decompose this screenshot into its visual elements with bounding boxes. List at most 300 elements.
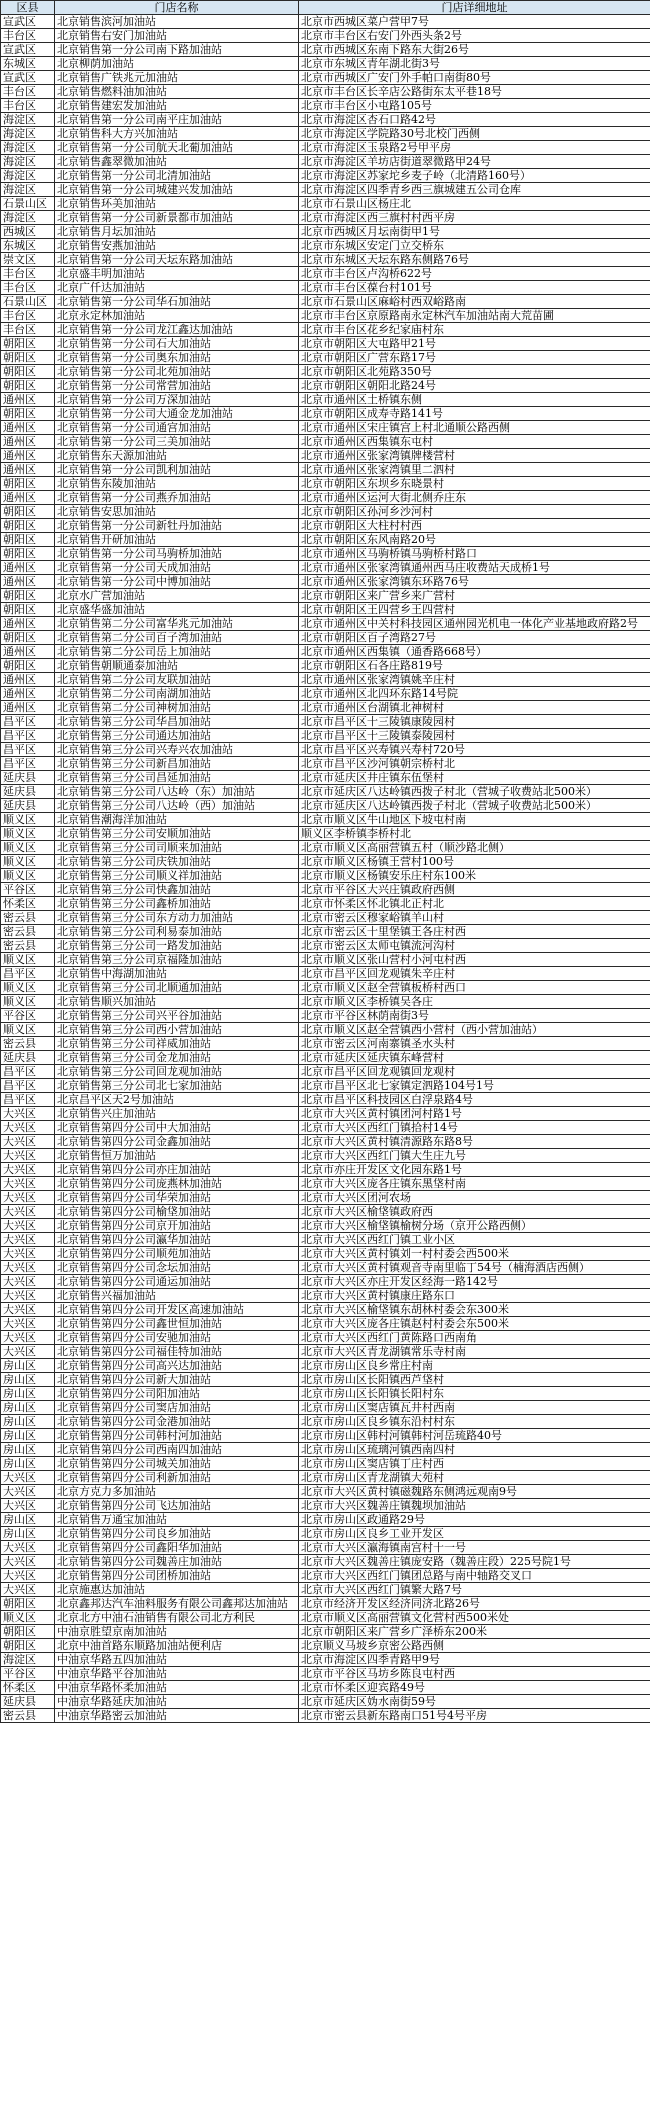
table-row (1, 267, 650, 281)
district-cell: 大兴区 (1, 1345, 55, 1359)
name-cell: 中油京华路平谷加油站 (55, 1667, 299, 1681)
table-row (1, 197, 650, 211)
address-cell: 北京市通州区西集镇东屯村 (299, 435, 650, 449)
table-row (1, 841, 650, 855)
table-row (1, 85, 650, 99)
district-cell: 朝阳区 (1, 337, 55, 351)
name-cell: 北京柳荫加油站 (55, 57, 299, 71)
address-cell: 北京市亦庄开发区文化园东路1号 (299, 1163, 650, 1177)
district-cell: 朝阳区 (1, 1625, 55, 1639)
table-row (1, 1415, 650, 1429)
table-row (1, 43, 650, 57)
address-cell: 北京市海淀区西三旗村村西平房 (299, 211, 650, 225)
address-cell: 北京市通州区张家湾镇牌楼营村 (299, 449, 650, 463)
address-cell: 北京市通州区台湖镇北神树村 (299, 701, 650, 715)
address-cell: 北京市顺义区杨镇王营村100号 (299, 855, 650, 869)
address-cell: 北京市通州区张家湾镇通州西马庄收费站天成桥1号 (299, 561, 650, 575)
table-row (1, 547, 650, 561)
district-cell: 平谷区 (1, 1667, 55, 1681)
name-cell: 北京销售第三分公司庆铁加油站 (55, 855, 299, 869)
address-cell: 北京市丰台区长辛店公路街东太平巷18号 (299, 85, 650, 99)
name-cell: 北京销售第二分公司友联加油站 (55, 673, 299, 687)
address-cell: 北京市大兴区榆垡镇东胡林村委会东300米 (299, 1303, 650, 1317)
address-cell: 北京市朝阳区来广营乡来广营村 (299, 589, 650, 603)
district-cell: 顺义区 (1, 841, 55, 855)
district-cell: 东城区 (1, 57, 55, 71)
table-row (1, 771, 650, 785)
name-cell: 北京销售东天源加油站 (55, 449, 299, 463)
address-cell: 北京市昌平区兴寿镇兴寿村720号 (299, 743, 650, 757)
table-row (1, 603, 650, 617)
district-cell: 朝阳区 (1, 631, 55, 645)
district-cell: 大兴区 (1, 1149, 55, 1163)
district-cell: 通州区 (1, 673, 55, 687)
district-cell: 大兴区 (1, 1289, 55, 1303)
table-row (1, 953, 650, 967)
address-cell: 北京市朝阳区东风南路20号 (299, 533, 650, 547)
address-cell: 北京市朝阳区大屯路甲21号 (299, 337, 650, 351)
name-cell: 北京销售第三分公司八达岭（西）加油站 (55, 799, 299, 813)
address-cell: 北京市西城区菜户营甲7号 (299, 15, 650, 29)
table-row (1, 281, 650, 295)
district-cell: 房山区 (1, 1415, 55, 1429)
district-cell: 海淀区 (1, 113, 55, 127)
address-cell: 北京市昌平区科技园区白浮泉路4号 (299, 1093, 650, 1107)
district-cell: 丰台区 (1, 267, 55, 281)
name-cell: 北京销售第四分公司庞燕林加油站 (55, 1177, 299, 1191)
district-cell: 房山区 (1, 1387, 55, 1401)
table-row (1, 533, 650, 547)
district-cell: 房山区 (1, 1401, 55, 1415)
table-row (1, 967, 650, 981)
table-row (1, 1247, 650, 1261)
name-cell: 北京销售东陵加油站 (55, 477, 299, 491)
district-cell: 大兴区 (1, 1177, 55, 1191)
district-cell: 房山区 (1, 1429, 55, 1443)
name-cell: 北京销售潮海洋加油站 (55, 813, 299, 827)
table-row (1, 1051, 650, 1065)
district-cell: 昌平区 (1, 729, 55, 743)
name-cell: 中油京华路密云加油站 (55, 1709, 299, 1723)
header-district: 区县 (1, 1, 55, 15)
table-row (1, 477, 650, 491)
name-cell: 北京销售第三分公司北七家加油站 (55, 1079, 299, 1093)
district-cell: 大兴区 (1, 1583, 55, 1597)
name-cell: 北京销售第三分公司京福隆加油站 (55, 953, 299, 967)
district-cell: 房山区 (1, 1359, 55, 1373)
district-cell: 宣武区 (1, 43, 55, 57)
district-cell: 大兴区 (1, 1191, 55, 1205)
address-cell: 北京市丰台区小屯路105号 (299, 99, 650, 113)
table-header-row (1, 1, 650, 15)
address-cell: 北京市大兴区团河农场 (299, 1191, 650, 1205)
district-cell: 丰台区 (1, 309, 55, 323)
name-cell: 北京销售安思加油站 (55, 505, 299, 519)
name-cell: 北京销售第二分公司富华兆元加油站 (55, 617, 299, 631)
table-row (1, 995, 650, 1009)
table-row (1, 351, 650, 365)
address-cell: 北京市海淀区四季青乡西三旗城建五公司仓库 (299, 183, 650, 197)
district-cell: 大兴区 (1, 1163, 55, 1177)
address-cell: 北京市大兴区黄村镇康庄路东口 (299, 1289, 650, 1303)
name-cell: 北京销售第一分公司大通金龙加油站 (55, 407, 299, 421)
address-cell: 北京市顺义区高丽营镇五村（顺沙路北侧） (299, 841, 650, 855)
table-row (1, 169, 650, 183)
address-cell: 北京市房山区良乡工业开发区 (299, 1527, 650, 1541)
name-cell: 北京销售第二分公司南湖加油站 (55, 687, 299, 701)
address-cell: 北京市朝阳区石各庄路819号 (299, 659, 650, 673)
table-row (1, 15, 650, 29)
address-cell: 北京市密云县新东路南口51号4号平房 (299, 1709, 650, 1723)
address-cell: 北京市平谷区林荫南街3号 (299, 1009, 650, 1023)
table-row (1, 1513, 650, 1527)
district-cell: 大兴区 (1, 1331, 55, 1345)
name-cell: 北京销售第一分公司华石加油站 (55, 295, 299, 309)
district-cell: 东城区 (1, 239, 55, 253)
district-cell: 大兴区 (1, 1219, 55, 1233)
table-row (1, 127, 650, 141)
district-cell: 密云县 (1, 911, 55, 925)
address-cell: 北京市大兴区黄村镇观音寺南里临丁54号（楠海酒店西侧） (299, 1261, 650, 1275)
table-row (1, 99, 650, 113)
district-cell: 海淀区 (1, 127, 55, 141)
district-cell: 房山区 (1, 1443, 55, 1457)
district-cell: 延庆县 (1, 799, 55, 813)
district-cell: 大兴区 (1, 1317, 55, 1331)
table-row (1, 519, 650, 533)
district-cell: 石景山区 (1, 197, 55, 211)
address-cell: 北京市顺义区杨镇安乐庄村东100米 (299, 869, 650, 883)
district-cell: 平谷区 (1, 883, 55, 897)
name-cell: 北京销售第一分公司天坛东路加油站 (55, 253, 299, 267)
address-cell: 北京市通州区张家湾镇里二泗村 (299, 463, 650, 477)
name-cell: 北京销售第四分公司飞达加油站 (55, 1499, 299, 1513)
address-cell: 北京市昌平区沙河镇朝宗桥村北 (299, 757, 650, 771)
name-cell: 北京销售第一分公司航天北葡加油站 (55, 141, 299, 155)
district-cell: 朝阳区 (1, 505, 55, 519)
name-cell: 北京销售滨河加油站 (55, 15, 299, 29)
name-cell: 北京昌平区天2号加油站 (55, 1093, 299, 1107)
address-cell: 北京市房山区韩村河镇韩村河岳琉路40号 (299, 1429, 650, 1443)
table-row (1, 1653, 650, 1667)
address-cell: 北京市大兴区榆垡镇榆树分场（京开公路西侧） (299, 1219, 650, 1233)
address-cell: 北京市海淀区四季青路甲9号 (299, 1653, 650, 1667)
address-cell: 北京市通州区北四环东路14号院 (299, 687, 650, 701)
address-cell: 北京市昌平区北七家镇定泗路104号1号 (299, 1079, 650, 1093)
district-cell: 朝阳区 (1, 659, 55, 673)
district-cell: 昌平区 (1, 1079, 55, 1093)
name-cell: 北京销售第四分公司韩村河加油站 (55, 1429, 299, 1443)
name-cell: 北京盛华盛加油站 (55, 603, 299, 617)
table-row (1, 57, 650, 71)
district-cell: 宣武区 (1, 15, 55, 29)
table-row (1, 1149, 650, 1163)
table-row (1, 911, 650, 925)
name-cell: 北京销售月坛加油站 (55, 225, 299, 239)
name-cell: 北京销售第三分公司东方动力加油站 (55, 911, 299, 925)
address-cell: 北京市西城区广安门外手帕口南街80号 (299, 71, 650, 85)
address-cell: 北京市西城区东南下路东大街26号 (299, 43, 650, 57)
district-cell: 朝阳区 (1, 1639, 55, 1653)
address-cell: 北京市朝阳区王四营乡王四营村 (299, 603, 650, 617)
name-cell: 北京销售第三分公司兴寿兴农加油站 (55, 743, 299, 757)
table-row (1, 701, 650, 715)
name-cell: 北京销售第四分公司京开加油站 (55, 1219, 299, 1233)
name-cell: 北京水广营加油站 (55, 589, 299, 603)
table-row (1, 1667, 650, 1681)
district-cell: 昌平区 (1, 715, 55, 729)
district-cell: 顺义区 (1, 995, 55, 1009)
district-cell: 顺义区 (1, 855, 55, 869)
district-cell: 丰台区 (1, 85, 55, 99)
name-cell: 北京销售燃料油加油站 (55, 85, 299, 99)
address-cell: 北京市顺义区张山营村小河屯村西 (299, 953, 650, 967)
table-row (1, 617, 650, 631)
district-cell: 昌平区 (1, 743, 55, 757)
address-cell: 北京市昌平区回龙观镇回龙观村 (299, 1065, 650, 1079)
table-row (1, 631, 650, 645)
name-cell: 北京销售第四分公司金鑫加油站 (55, 1135, 299, 1149)
table-row (1, 1569, 650, 1583)
address-cell: 北京市房山区琉璃河镇西南四村 (299, 1443, 650, 1457)
table-row (1, 897, 650, 911)
address-cell: 北京市丰台区卢沟桥622号 (299, 267, 650, 281)
name-cell: 北京销售第三分公司利易泰加油站 (55, 925, 299, 939)
name-cell: 中油京华路延庆加油站 (55, 1695, 299, 1709)
table-row (1, 673, 650, 687)
district-cell: 石景山区 (1, 295, 55, 309)
address-cell: 北京市海淀区学院路30号北校门西侧 (299, 127, 650, 141)
district-cell: 昌平区 (1, 757, 55, 771)
district-cell: 通州区 (1, 449, 55, 463)
district-cell: 延庆县 (1, 1695, 55, 1709)
table-row (1, 1443, 650, 1457)
address-cell: 北京市平谷区大兴庄镇政府西侧 (299, 883, 650, 897)
district-cell: 房山区 (1, 1513, 55, 1527)
address-cell: 北京顺义马坡乡京密公路西侧 (299, 1639, 650, 1653)
district-cell: 朝阳区 (1, 1597, 55, 1611)
district-cell: 海淀区 (1, 1653, 55, 1667)
district-cell: 朝阳区 (1, 547, 55, 561)
name-cell: 北京销售第四分公司亦庄加油站 (55, 1163, 299, 1177)
district-cell: 大兴区 (1, 1121, 55, 1135)
district-cell: 顺义区 (1, 1611, 55, 1625)
address-cell: 北京市房山区窦店镇瓦井村西南 (299, 1401, 650, 1415)
table-row (1, 1317, 650, 1331)
name-cell: 北京销售第三分公司顺义祥加油站 (55, 869, 299, 883)
name-cell: 北京销售第二分公司神树加油站 (55, 701, 299, 715)
table-row (1, 1485, 650, 1499)
address-cell: 北京市顺义区牛山地区下坡屯村南 (299, 813, 650, 827)
address-cell: 北京市海淀区玉泉路2号甲平房 (299, 141, 650, 155)
table-row (1, 183, 650, 197)
district-cell: 丰台区 (1, 99, 55, 113)
address-cell: 北京市丰台区花乡纪家庙村东 (299, 323, 650, 337)
name-cell: 北京北方中油石油销售有限公司北方利民 (55, 1611, 299, 1625)
name-cell: 北京销售第三分公司华昌加油站 (55, 715, 299, 729)
address-cell: 北京市昌平区十三陵镇泰陵园村 (299, 729, 650, 743)
table-row (1, 1009, 650, 1023)
name-cell: 北京销售恒万加油站 (55, 1149, 299, 1163)
address-cell: 北京市通州区张家湾镇姚辛庄村 (299, 673, 650, 687)
table-row (1, 1401, 650, 1415)
name-cell: 北京销售第四分公司魏善庄加油站 (55, 1555, 299, 1569)
name-cell: 北京销售第四分公司新大加油站 (55, 1373, 299, 1387)
name-cell: 北京销售第一分公司凯利加油站 (55, 463, 299, 477)
address-cell: 北京市朝阳区百子湾路27号 (299, 631, 650, 645)
address-cell: 北京市房山区长阳镇西芦垡村 (299, 1373, 650, 1387)
district-cell: 通州区 (1, 463, 55, 477)
district-cell: 昌平区 (1, 967, 55, 981)
address-cell: 北京市朝阳区大柱村村西 (299, 519, 650, 533)
header-store-name: 门店名称 (55, 1, 299, 15)
district-cell: 大兴区 (1, 1303, 55, 1317)
district-cell: 大兴区 (1, 1205, 55, 1219)
table-row (1, 1023, 650, 1037)
address-cell: 北京市经济开发区经济同济北路26号 (299, 1597, 650, 1611)
table-row (1, 1093, 650, 1107)
table-row (1, 393, 650, 407)
table-row (1, 1611, 650, 1625)
name-cell: 北京销售第四分公司顺苑加油站 (55, 1247, 299, 1261)
table-row (1, 1625, 650, 1639)
address-cell: 北京市延庆区妫水南街59号 (299, 1695, 650, 1709)
district-cell: 丰台区 (1, 29, 55, 43)
name-cell: 北京销售顺兴加油站 (55, 995, 299, 1009)
table-row (1, 1541, 650, 1555)
address-cell: 北京市大兴区西红门镇拾村14号 (299, 1121, 650, 1135)
address-cell: 北京市通州区宋庄镇宫上村北通顺公路西侧 (299, 421, 650, 435)
name-cell: 北京销售第三分公司北顺通加油站 (55, 981, 299, 995)
address-cell: 北京市大兴区西红门镇繁大路7号 (299, 1583, 650, 1597)
district-cell: 顺义区 (1, 953, 55, 967)
address-cell: 北京市昌平区回龙观镇朱辛庄村 (299, 967, 650, 981)
table-row (1, 1275, 650, 1289)
table-row (1, 365, 650, 379)
address-cell: 北京市通州区中关村科技园区通州园光机电一体化产业基地政府路2号 (299, 617, 650, 631)
table-row (1, 309, 650, 323)
address-cell: 北京市大兴区魏善庄镇庞安路（魏善庄段）225号院1号 (299, 1555, 650, 1569)
table-row (1, 1555, 650, 1569)
address-cell: 北京市顺义区赵全营镇西小营村（西小营加油站） (299, 1023, 650, 1037)
address-cell: 北京市密云区太师屯镇流河沟村 (299, 939, 650, 953)
name-cell: 北京销售第四分公司西南四加油站 (55, 1443, 299, 1457)
district-cell: 丰台区 (1, 281, 55, 295)
district-cell: 海淀区 (1, 183, 55, 197)
address-cell: 北京市密云区河南寨镇圣水头村 (299, 1037, 650, 1051)
address-cell: 北京市房山区长阳镇长阳村东 (299, 1387, 650, 1401)
district-cell: 崇文区 (1, 253, 55, 267)
district-cell: 大兴区 (1, 1485, 55, 1499)
district-cell: 通州区 (1, 561, 55, 575)
address-cell: 北京市大兴区黄村镇清源路东路8号 (299, 1135, 650, 1149)
name-cell: 北京销售第二分公司百子湾加油站 (55, 631, 299, 645)
table-row (1, 141, 650, 155)
district-cell: 西城区 (1, 225, 55, 239)
address-cell: 北京市丰台区京原路南永定林汽车加油站南大荒苗圃 (299, 309, 650, 323)
address-cell: 北京市通州区西集镇（通香路668号） (299, 645, 650, 659)
name-cell: 北京销售第一分公司万深加油站 (55, 393, 299, 407)
name-cell: 北京销售第四分公司利新加油站 (55, 1471, 299, 1485)
district-cell: 大兴区 (1, 1471, 55, 1485)
district-cell: 大兴区 (1, 1499, 55, 1513)
table-row (1, 1695, 650, 1709)
name-cell: 北京销售第一分公司常营加油站 (55, 379, 299, 393)
address-cell: 北京市石景山区麻峪村西双峪路南 (299, 295, 650, 309)
name-cell: 北京销售开研加油站 (55, 533, 299, 547)
address-cell: 北京市朝阳区成寿寺路141号 (299, 407, 650, 421)
table-row (1, 715, 650, 729)
address-cell: 北京市大兴区庞各庄镇赵村村委会东500米 (299, 1317, 650, 1331)
address-cell: 北京市房山区窦店镇丁庄村西 (299, 1457, 650, 1471)
address-cell: 北京市石景山区杨庄北 (299, 197, 650, 211)
district-cell: 海淀区 (1, 141, 55, 155)
district-cell: 昌平区 (1, 1093, 55, 1107)
district-cell: 丰台区 (1, 323, 55, 337)
name-cell: 北京方克力多加油站 (55, 1485, 299, 1499)
address-cell: 北京市朝阳区东坝乡东晓景村 (299, 477, 650, 491)
name-cell: 北京销售兴福加油站 (55, 1289, 299, 1303)
district-cell: 大兴区 (1, 1135, 55, 1149)
district-cell: 大兴区 (1, 1555, 55, 1569)
table-row (1, 435, 650, 449)
name-cell: 北京中油首路东顺路加油站便利店 (55, 1639, 299, 1653)
table-row (1, 323, 650, 337)
address-cell: 北京市怀柔区怀北镇北正村北 (299, 897, 650, 911)
table-row (1, 883, 650, 897)
district-cell: 通州区 (1, 435, 55, 449)
table-row (1, 1121, 650, 1135)
name-cell: 中油京胜望京南加油站 (55, 1625, 299, 1639)
table-row (1, 225, 650, 239)
name-cell: 北京销售第四分公司团桥加油站 (55, 1569, 299, 1583)
district-cell: 通州区 (1, 393, 55, 407)
address-cell: 北京市密云区穆家峪镇羊山村 (299, 911, 650, 925)
name-cell: 北京广仟达加油站 (55, 281, 299, 295)
name-cell: 北京销售第四分公司安驰加油站 (55, 1331, 299, 1345)
table-row (1, 575, 650, 589)
name-cell: 北京销售第四分公司榆垡加油站 (55, 1205, 299, 1219)
district-cell: 朝阳区 (1, 379, 55, 393)
district-cell: 海淀区 (1, 211, 55, 225)
table-row (1, 981, 650, 995)
table-row (1, 1597, 650, 1611)
name-cell: 北京销售第四分公司高兴达加油站 (55, 1359, 299, 1373)
name-cell: 北京销售广铁兆元加油站 (55, 71, 299, 85)
address-cell: 北京市延庆区井庄镇东伍堡村 (299, 771, 650, 785)
district-cell: 朝阳区 (1, 407, 55, 421)
address-cell: 北京市房山区良乡镇东沿村村东 (299, 1415, 650, 1429)
table-row (1, 1191, 650, 1205)
address-cell: 北京市怀柔区迎宾路49号 (299, 1681, 650, 1695)
address-cell: 北京市大兴区魏善庄镇魏坝加油站 (299, 1499, 650, 1513)
address-cell: 北京市大兴区西红门镇团总路与南中轴路交叉口 (299, 1569, 650, 1583)
name-cell: 北京销售万通宝加油站 (55, 1513, 299, 1527)
district-cell: 朝阳区 (1, 533, 55, 547)
district-cell: 朝阳区 (1, 365, 55, 379)
table-row (1, 113, 650, 127)
district-cell: 怀柔区 (1, 1681, 55, 1695)
name-cell: 北京销售第四分公司开发区高速加油站 (55, 1303, 299, 1317)
address-cell: 北京市大兴区亦庄开发区经海一路142号 (299, 1275, 650, 1289)
table-row (1, 1681, 650, 1695)
name-cell: 北京销售第一分公司奥东加油站 (55, 351, 299, 365)
address-cell: 北京市房山区良乡常庄村南 (299, 1359, 650, 1373)
address-cell: 北京市大兴区青龙湖镇常乐寺村南 (299, 1345, 650, 1359)
table-row (1, 1233, 650, 1247)
name-cell: 北京销售第一分公司南下路加油站 (55, 43, 299, 57)
name-cell: 北京鑫邦达汽车油料服务有限公司鑫邦达加油站 (55, 1597, 299, 1611)
